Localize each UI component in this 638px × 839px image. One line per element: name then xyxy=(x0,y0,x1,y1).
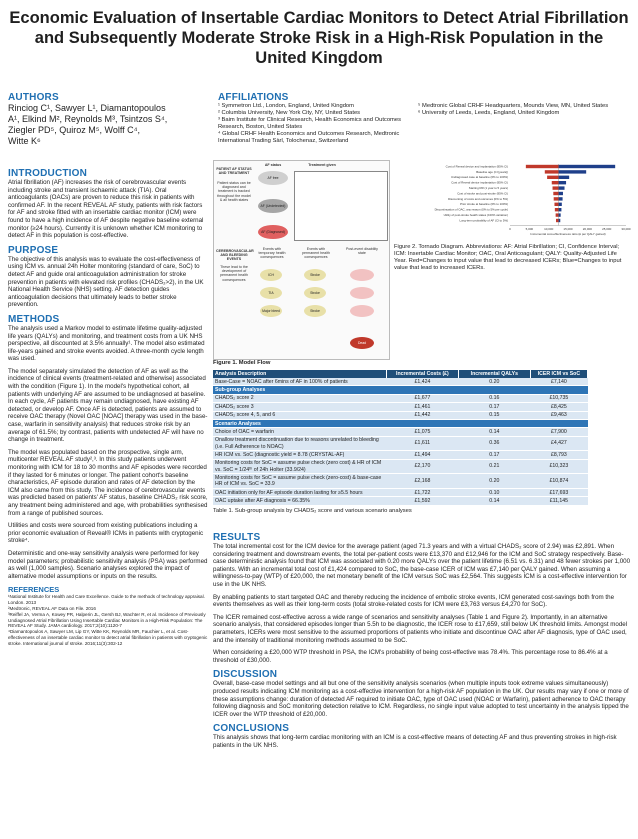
table-cell xyxy=(386,386,458,394)
tornado-bar-red xyxy=(545,170,559,173)
tornado-bar-red xyxy=(553,192,558,195)
dead-node: Dead xyxy=(350,337,374,349)
results-paragraph-1: The total incremental cost for the ICM device for the average patient (aged 71.3 years and with a virtual CHADS₂ score of 2.94) was £2,891. When considering treatment and downstream events, the total per-patient costs were £13,370 and £12,946 for the ICM and SoC strategy respectively. Base-case deterministic analysis found that ICM was associated with 0.20 more QALYs over the patient lifetime (6.51 vs. 6.31) and 48 fewer strokes per 1,000 patients. With an incremental total cost of £1,424 compared to SoC, the base-case ICER of ICM was £7,140 per QALY gained. When assuming a willingness-to-pay (WTP) of £20,000, the net monetary benefit of the ICM versus SoC was £2,564. This suggests ICM is a cost-effective intervention for use in the UK NHS. xyxy=(213,543,631,588)
table-cell: CHADS₂ score 4, 5, and 6 xyxy=(213,411,386,419)
affiliation-5: ⁵ Medtronic Global CRHF Headquarters, Mounds View, MN, United States xyxy=(418,103,609,109)
tornado-tick-label: 0 xyxy=(509,226,511,231)
post-event-node-3 xyxy=(350,305,374,317)
tornado-bar-red xyxy=(554,203,558,206)
tornado-bar-red xyxy=(553,186,559,189)
stroke-node-3: Stroke xyxy=(304,305,326,317)
tornado-bar-red xyxy=(556,219,559,222)
authors-line-4: Witte K⁶ xyxy=(8,136,41,146)
table-cell: 0.36 xyxy=(458,436,530,451)
table-row xyxy=(213,436,588,451)
tornado-category-label: Baseline age (CI [years]) xyxy=(476,169,508,174)
affiliation-2: ² Columbia University, New York City, NY, United States xyxy=(218,110,361,116)
reference-3: ³Reiffel JA, Verma A, Kowey PR, Halperin JL, Gersh BJ, Wachter R, et al. Incidence of Previously Undiagnosed Atrial Fibrillation Using Insertable Cardiac Monitors in a High-Risk Population: The REVEAL AF Study. JAMA cardiology. 2017;2(10):1120-7 xyxy=(8,611,206,629)
tornado-category-label: Discontinuation of OAC, any reason (0% to 5% per cycle) xyxy=(434,207,508,212)
patient-status-label: PATIENT AF STATUS AND TREATMENT xyxy=(216,167,252,176)
table-cell: £7,900 xyxy=(530,428,587,436)
table-cell: £1,075 xyxy=(386,428,458,436)
tornado-tick-label: 30,000 xyxy=(621,226,631,231)
table-cell xyxy=(386,419,458,427)
table-cell: 0.10 xyxy=(458,488,530,496)
table-cell: £10,735 xyxy=(530,394,587,402)
discussion-text: Overall, base-case model settings and all but one of the sensitivity analysis scenarios (when multiple inputs took extreme values simultaneously) produced results indicating ICM monitoring as a cost-effective intervention for a high-risk AF population in the UK. Our results may vary if one or more of these assumptions change: duration of detected AF required to initiate OAC, type of OAC used (NOAC or Warfarin), patient adherence to OAC therapy following diagnosis and SoC monitoring detection relative to ICM. Regardless, no single input value adopted to test uncertainty in the analysis tipped the ICER over the WTP threshold of £20,000. xyxy=(213,680,629,718)
table-cell: 0.20 xyxy=(458,378,530,386)
authors-section xyxy=(8,92,208,147)
table-cell: OAC uptake after AF diagnosis = 66.35% xyxy=(213,497,386,505)
affiliations-heading: AFFILIATIONS xyxy=(218,92,289,103)
table-cell: £8,793 xyxy=(530,451,587,459)
tornado-bar-red xyxy=(552,181,559,184)
stroke-node-2: Stroke xyxy=(304,287,326,299)
af-status-label: AF status xyxy=(264,163,282,167)
table-cell: Scenario Analyses xyxy=(213,419,386,427)
tornado-chart xyxy=(394,160,632,242)
introduction-heading: INTRODUCTION xyxy=(8,168,88,179)
table-cell: £1,461 xyxy=(386,403,458,411)
table-cell: £1,442 xyxy=(386,411,458,419)
cerebro-label: CEREBROVASCULAR AND BLEEDING EVENTS xyxy=(216,249,254,262)
table-cell: £4,427 xyxy=(530,436,587,451)
col-costs: Incremental Costs (£) xyxy=(386,370,458,378)
table-cell: CHADS₂ score 3 xyxy=(213,403,386,411)
treatment-box xyxy=(294,171,388,241)
tornado-bar-blue xyxy=(559,208,562,211)
table-row xyxy=(213,451,588,459)
bleed-node: Major bleed xyxy=(260,305,282,317)
table-cell: £17,693 xyxy=(530,488,587,496)
tornado-bar-blue xyxy=(559,186,565,189)
table-cell: 0.21 xyxy=(458,459,530,474)
table-row xyxy=(213,459,588,474)
table-cell: £1,611 xyxy=(386,436,458,451)
table-row xyxy=(213,474,588,489)
methods-paragraph-1: The analysis used a Markov model to estimate lifetime quality-adjusted life years (QALYs) and monitoring, and treatment costs from a UK NHS perspective, all discounted at 3.5% annually¹. The model also estimated life-years gained and stroke events avoided. A three-month cycle length was used. xyxy=(8,324,205,363)
affiliation-4: ⁴ Global CRHF Health Economics and Outcomes Research, Medtronic International Trading Sàrl, Tolochenaz, Switzerland xyxy=(218,131,400,144)
table-row xyxy=(213,378,588,386)
authors-line-2: A¹, Elkind M², Reynolds M³, Tsintzos S⁴, xyxy=(8,114,168,124)
tornado-category-label: Long-term probability of AF (CI to 5%) xyxy=(459,218,508,223)
tornado-bar-red xyxy=(526,165,559,168)
tornado-category-label: Undiagnosed case at baseline (0% to 100%) xyxy=(450,175,508,180)
tornado-tick-label: 15,000 xyxy=(563,226,573,231)
table-cell: 0.14 xyxy=(458,428,530,436)
af-free-node: AF free xyxy=(258,171,288,185)
authors-line-1: Rinciog C¹, Sawyer L¹, Diamantopoulos xyxy=(8,103,166,113)
affiliations-section xyxy=(218,92,418,145)
col-qalys: Incremental QALYs xyxy=(458,370,530,378)
results-table xyxy=(213,370,588,506)
patient-status-note: Patient status can be diagnosed and treatment is tracked throughout the model & all health states xyxy=(217,181,251,202)
table-cell: OAC initiation only for AF episode duration lasting for ≥5.5 hours xyxy=(213,488,386,496)
tornado-bar-blue xyxy=(559,192,563,195)
table-cell: £1,424 xyxy=(386,378,458,386)
table-row xyxy=(213,403,588,411)
treatment-label: Treatment given xyxy=(308,163,336,167)
reference-4: ⁴Diamantopoulos A, Sawyer LM, Lip GY, Witte KK, Reynolds MR, Fauchier L, et al. Cost-effectiveness of an insertable cardiac monitor to detect atrial fibrillation in patients with cryptogenic stroke. International journal of stroke. 2016;11(3):302-12 xyxy=(8,629,208,646)
purpose-heading: PURPOSE xyxy=(8,244,59,256)
affiliation-1: ¹ Symmetron Ltd., London, England, United Kingdom xyxy=(218,103,354,109)
table-cell: CHADS₂ score 2 xyxy=(213,394,386,402)
table-cell: Monitoring costs for SoC = assume pulse check (zero cost) & HR of ICM vs. SoC = 1/24ᵗʰ of 24h Holter (33.9/24) xyxy=(213,459,386,474)
methods-heading: METHODS xyxy=(8,313,60,325)
methods-paragraph-3: The model was populated based on the prospective, single arm, multicenter REVEAL AF study²,³. In this study patients underwent monitoring with ICM for 18 to 30 months and AF episodes were recorded if they lasted for 6 minutes or longer. The patient cohort's baseline characteristics, AF episode duration and rates of AF detection by the ICM also came from this study. The incidence of cerebrovascular events was predicted based on patients' AF status, baseline CHADS₂ risk score, any treatment being administered and age, with probabilities synthesised from a range of published sources. xyxy=(8,448,208,517)
tornado-category-label: Cost of stroke and post-stroke (95% CI) xyxy=(457,191,508,196)
table-cell: £10,323 xyxy=(530,459,587,474)
table-cell: 0.17 xyxy=(458,451,530,459)
table-cell: £10,874 xyxy=(530,474,587,489)
table-cell xyxy=(530,419,587,427)
table-cell: £1,592 xyxy=(386,497,458,505)
table1 xyxy=(213,370,588,515)
methods-paragraph-2: The model separately simulated the detection of AF as well as the incidence of clinical events (treatment-related and otherwise) associated with the condition (Figure 1). In the model's hypothetical cohort, all patients with underlying AF are assumed to be undiagnosed at baseline. In each cycle, AF patients may remain undiagnosed, have existing AF detected, or develop AF. Once AF is detected, patients are assumed to receive OAC therapy (Novel OAC [NOAC] therapy was used in the base-case, warfarin in sensitivity analysis) that reduces stroke risk by an average of 61.5%; by contrast, patients with undetected AF will have no change in treatment. xyxy=(8,367,208,444)
af-detected-node: AF (Diagnosed) xyxy=(258,225,288,239)
tornado-bar-blue xyxy=(559,176,570,179)
tornado-category-label: Cost of Reveal device implantation (95% CI) xyxy=(451,180,508,185)
tornado-category-label: Utility of post-stroke health states (±20% variation) xyxy=(443,213,508,217)
tornado-tick-label: 5,000 xyxy=(525,226,534,231)
table-cell: Choice of OAC = warfarin xyxy=(213,428,386,436)
introduction-text: Atrial fibrillation (AF) increases the risk of cerebrovascular events including stroke and transient ischaemic attack (TIA). Oral anticoagulants (OACs) are proven to reduce this risk in patients with confirmed AF. In the recent REVEAL AF study, patients with risk factors for AF and stroke fitted with an insertable cardiac monitor (ICM) were found to have a high incidence of AF despite negative baseline external monitor (≥24 hours). Currently it is unknown whether ICM monitoring to detect AF in this population is cost-effective. xyxy=(8,179,204,240)
figure1-caption xyxy=(213,360,270,367)
tornado-tick-label: 25,000 xyxy=(602,226,612,231)
post-event-node-2 xyxy=(350,287,374,299)
tornado-bar-blue xyxy=(559,170,587,173)
tornado-bar-red xyxy=(556,213,559,216)
poster-title: Economic Evaluation of Insertable Cardiac Monitors to Detect Atrial Fibrillation and Subsequently Moderate Stroke Risk in a High-Risk Population in the United Kingdom xyxy=(9,9,629,67)
table-row xyxy=(213,411,588,419)
table-cell: £1,677 xyxy=(386,394,458,402)
table-cell: 0.20 xyxy=(458,474,530,489)
tornado-category-label: Prior stroke at baseline (0% to 100%) xyxy=(460,202,508,207)
authors-line-3: Ziegler PD⁵, Quiroz M⁵, Wolff C⁴, xyxy=(8,125,141,135)
table-cell: £8,425 xyxy=(530,403,587,411)
tornado-bar-red xyxy=(547,176,558,179)
table-cell: £11,145 xyxy=(530,497,587,505)
right-lower-column xyxy=(213,532,631,754)
model-flow-diagram xyxy=(213,160,390,360)
event1-label: Events with temporary health consequences xyxy=(258,247,286,260)
table-cell: Base-Case = NOAC after 6mins of AF in 100% of patients xyxy=(213,378,386,386)
tornado-bar-blue xyxy=(559,203,562,206)
methods-paragraph-5: Deterministic and one-way sensitivity analysis were performed for key model parameters; probabilistic sensitivity analysis (PSA) was performed as well (1,000 samples). Scenario analyses explored the impact of alternative model assumptions or inputs on the results. xyxy=(8,549,208,580)
table-cell: £7,140 xyxy=(530,378,587,386)
tornado-tick-label: 20,000 xyxy=(582,226,592,231)
table1-caption: Table 1. Sub-group analysis by CHADS₂ score and various scenario analyses xyxy=(213,507,412,514)
table-row xyxy=(213,488,588,496)
af-undetected-node: AF (Undetected) xyxy=(258,199,288,213)
tornado-bar-blue xyxy=(559,213,561,216)
authors-heading: AUTHORS xyxy=(8,92,59,103)
discussion-heading: DISCUSSION xyxy=(213,669,278,681)
tornado-category-label: Cost of Reveal device and implantation (95% CI) xyxy=(445,164,508,169)
table-row xyxy=(213,497,588,505)
results-paragraph-3: The ICER remained cost-effective across a wide range of scenarios and sensitivity analyses (Table 1 and Figure 2). Importantly, in an alternative scenario analysis, that considered episodes longer than 5.5h to be diagnostic, the ICER rose to £17,659, still below UK threshold limits. Amongst model parameters, ICERs were most sensitive to the assumed proportions of patients who initiate and discontinue OAC after AF diagnosis, type of OAC used, and the intensity of traditional monitoring methods assumed to be SoC. xyxy=(213,613,628,644)
table-cell: 0.17 xyxy=(458,403,530,411)
table-cell: 0.14 xyxy=(458,497,530,505)
table-cell: Monitoring costs for SoC = assume pulse check (zero-cost) & base-case HR of ICM vs. SoC = 33.9 xyxy=(213,474,386,489)
tornado-tick-label: 10,000 xyxy=(544,226,554,231)
tornado-bar-blue xyxy=(559,197,563,200)
table-row xyxy=(213,428,588,436)
left-column xyxy=(8,168,208,646)
tornado-category-label: Starting RR (1 year to 5 years) xyxy=(468,186,508,190)
reference-2: ²Medtronic, REVEAL AF Data on File. 2016 xyxy=(8,605,96,611)
tia-node: TIA xyxy=(260,287,282,299)
post-event-node-1 xyxy=(350,269,374,281)
table-cell: £2,170 xyxy=(386,459,458,474)
results-paragraph-2: By enabling patients to start targeted OAC and thereby reducing the incidence of embolic stroke events, ICM generated cost-savings both from the events themselves as well as their long-term costs (total stroke-related costs for ICM were £3,763 versus £4,270 for SoC). xyxy=(213,593,615,609)
tornado-bar-red xyxy=(555,208,559,211)
table-cell: 0.15 xyxy=(458,411,530,419)
table-row xyxy=(213,394,588,402)
tornado-bar-blue xyxy=(559,219,561,222)
table-cell: 0.16 xyxy=(458,394,530,402)
tornado-bar-blue xyxy=(559,165,616,168)
conclusions-heading: CONCLUSIONS xyxy=(213,723,290,735)
figure1-caption-text: Figure 1. Model Flow xyxy=(213,360,271,366)
table-cell xyxy=(458,419,530,427)
table-cell: HR ICM vs. SoC (diagnostic yield = 8.78 (CRYSTAL-AF) xyxy=(213,451,386,459)
table-group-row xyxy=(213,419,588,427)
reference-1: ¹National Institute for Health and Care Excellence. Guide to the methods of technology appraisal. London. 2013 xyxy=(8,594,205,606)
affiliations-col2 xyxy=(418,103,628,117)
table-cell xyxy=(530,386,587,394)
tornado-x-label: Incremental cost-effectiveness ratio (£ per QALY gained) xyxy=(530,231,606,236)
event3-label: Post-event disability state xyxy=(346,247,378,256)
col-icer: ICER ICM vs SoC xyxy=(530,370,587,378)
conclusions-text: This analysis shows that long-term cardiac monitoring with an ICM is a cost-effective means of detecting AF and thus preventing strokes in high-risk patients in the UK NHS. xyxy=(213,734,617,749)
table-cell xyxy=(458,386,530,394)
event2-label: Events with permanent health consequences xyxy=(302,247,330,260)
affiliation-6: ⁶ University of Leeds, Leeds, England, United Kingdom xyxy=(418,110,560,116)
table-cell: Onallow treatment discontinuation due to reasons unrelated to bleeding (i.e. Full Adherence to NOAC) xyxy=(213,436,386,451)
table-group-row xyxy=(213,386,588,394)
col-analysis: Analysis Description xyxy=(213,370,386,378)
purpose-text: The objective of this analysis was to evaluate the cost-effectiveness of using ICM vs. annual 24h Holter monitoring (standard of care, SoC) to detect AF and guide oral anticoagulation administration for stroke prevention in patients with elevated risk profiles (CHADS₂>2), in the UK National Health Service (NHS) setting. AF detection guides anticoagulation decisions that ultimately leads to better stroke prevention. xyxy=(8,255,204,309)
tornado-bar-red xyxy=(554,197,559,200)
tornado-category-label: Discounting of costs and outcomes (0% to 5%) xyxy=(448,196,508,201)
table-cell: Sub-group Analyses xyxy=(213,386,386,394)
methods-paragraph-4: Utilities and costs were sourced from existing publications including a prior economic evaluation of Reveal® ICMs in patients with cryptogenic stroke⁴. xyxy=(8,522,204,545)
table-cell: £1,494 xyxy=(386,451,458,459)
figure2-caption: Figure 2. Tornado Diagram. Abbreviations: AF: Atrial Fibrillation; CI, Confidence Interval; ICM: Insertable Cardiac Monitor; OAC, Oral Anticoagulant; QALY: Quality-Adjusted Life Year. Red=Changes to input value that lead to decreased ICERs; Blue=Changes to input value that lead to increased ICERs. xyxy=(394,244,622,271)
table-cell: £1,722 xyxy=(386,488,458,496)
affiliation-3: ³ Baim Institute for Clinical Research, Health Economics and Outcomes Research, Boston, United States xyxy=(218,117,401,130)
references-heading: REFERENCES xyxy=(8,585,60,595)
ich-node: ICH xyxy=(260,269,282,281)
tornado-bar-blue xyxy=(559,181,566,184)
cerebro-note: These lead to the development of permanent health consequences xyxy=(220,265,248,282)
table-cell: £2,168 xyxy=(386,474,458,489)
results-paragraph-4: When considering a £20,000 WTP threshold in PSA, the ICM's probability of being cost-effective was 78.4%. This percentage rose to 86.4% at a threshold of £30,000. xyxy=(213,649,608,664)
table-cell: £9,463 xyxy=(530,411,587,419)
stroke-node: Stroke xyxy=(304,269,326,281)
results-heading: RESULTS xyxy=(213,532,261,543)
